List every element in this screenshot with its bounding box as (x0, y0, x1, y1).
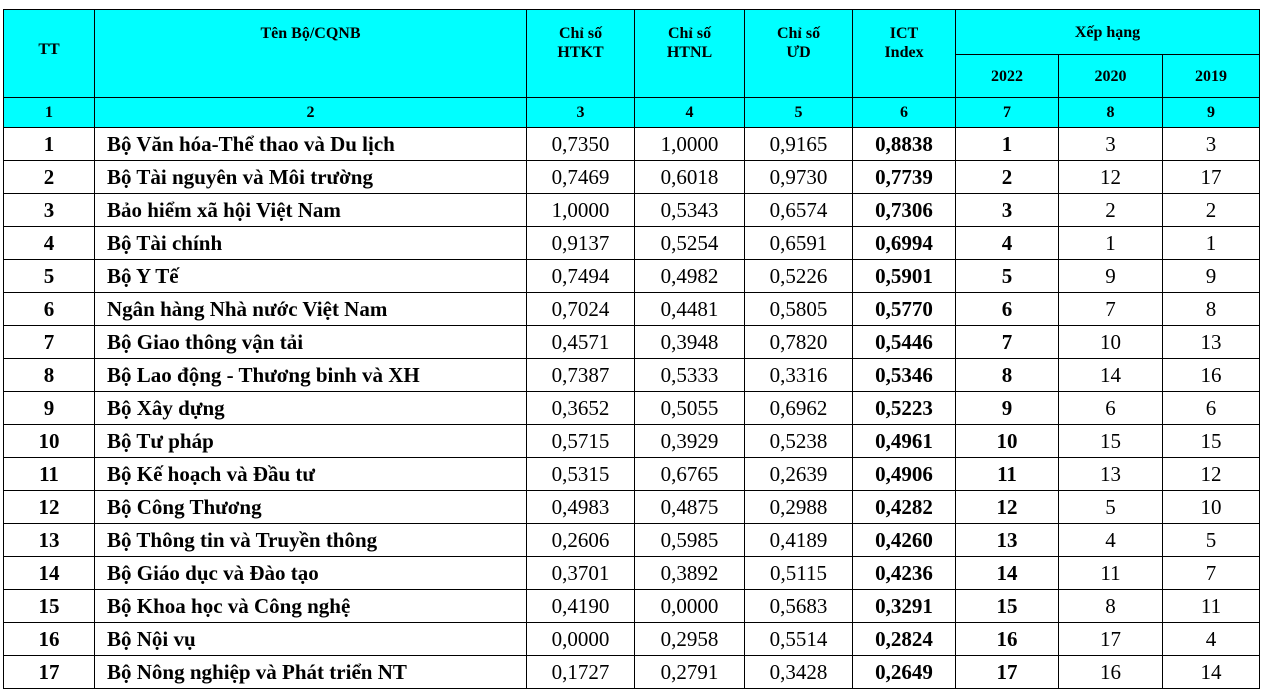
cell-htkt: 0,7469 (527, 161, 635, 194)
cell-name: Bộ Xây dựng (95, 392, 527, 425)
table-row (4, 590, 1260, 623)
cell-rank-2019: 3 (1163, 128, 1260, 161)
cell-name: Bộ Thông tin và Truyền thông (95, 524, 527, 557)
cell-ict: 0,7739 (853, 161, 956, 194)
column-number: 8 (1059, 98, 1163, 128)
cell-tt: 4 (4, 227, 95, 260)
cell-tt: 16 (4, 623, 95, 656)
column-number: 4 (635, 98, 745, 128)
cell-name: Bộ Lao động - Thương binh và XH (95, 359, 527, 392)
cell-rank-2020: 3 (1059, 128, 1163, 161)
header-tt: TT (4, 10, 95, 98)
cell-htkt: 0,1727 (527, 656, 635, 689)
table-row (4, 458, 1260, 491)
cell-htnl: 0,4875 (635, 491, 745, 524)
header-htkt (527, 10, 635, 98)
cell-rank-2020: 13 (1059, 458, 1163, 491)
header-htkt-line1: Chỉ số (558, 25, 603, 42)
cell-htkt: 0,7350 (527, 128, 635, 161)
cell-rank-2020: 7 (1059, 293, 1163, 326)
cell-rank-2019: 4 (1163, 623, 1260, 656)
cell-ict: 0,2824 (853, 623, 956, 656)
cell-rank-2022: 6 (956, 293, 1059, 326)
cell-ict: 0,3291 (853, 590, 956, 623)
cell-name: Bộ Giao thông vận tải (95, 326, 527, 359)
cell-rank-2020: 11 (1059, 557, 1163, 590)
cell-htnl: 0,5343 (635, 194, 745, 227)
cell-rank-2020: 2 (1059, 194, 1163, 227)
header-year-2020: 2020 (1059, 55, 1163, 98)
cell-htkt: 0,3701 (527, 557, 635, 590)
cell-htnl: 0,3929 (635, 425, 745, 458)
cell-ud: 0,5683 (745, 590, 853, 623)
cell-rank-2022: 5 (956, 260, 1059, 293)
cell-rank-2019: 15 (1163, 425, 1260, 458)
header-htnl (635, 10, 745, 98)
table-row (4, 293, 1260, 326)
cell-htnl: 0,6018 (635, 161, 745, 194)
cell-ict: 0,5446 (853, 326, 956, 359)
cell-htkt: 0,7494 (527, 260, 635, 293)
cell-ict: 0,2649 (853, 656, 956, 689)
column-number: 2 (95, 98, 527, 128)
cell-rank-2020: 17 (1059, 623, 1163, 656)
cell-name: Bộ Nội vụ (95, 623, 527, 656)
cell-tt: 8 (4, 359, 95, 392)
cell-ict: 0,4906 (853, 458, 956, 491)
cell-ud: 0,9730 (745, 161, 853, 194)
cell-name: Bảo hiểm xã hội Việt Nam (95, 194, 527, 227)
cell-htnl: 0,4982 (635, 260, 745, 293)
cell-htkt: 0,0000 (527, 623, 635, 656)
cell-rank-2019: 11 (1163, 590, 1260, 623)
table-row (4, 128, 1260, 161)
cell-rank-2019: 10 (1163, 491, 1260, 524)
cell-rank-2020: 16 (1059, 656, 1163, 689)
table-row (4, 161, 1260, 194)
cell-htnl: 0,4481 (635, 293, 745, 326)
cell-htkt: 0,4983 (527, 491, 635, 524)
header-year-2019: 2019 (1163, 55, 1260, 98)
table-row (4, 194, 1260, 227)
table-row (4, 524, 1260, 557)
header-htkt-line2: HTKT (557, 44, 604, 61)
cell-name: Bộ Tư pháp (95, 425, 527, 458)
cell-name: Ngân hàng Nhà nước Việt Nam (95, 293, 527, 326)
cell-htkt: 0,7024 (527, 293, 635, 326)
cell-rank-2022: 3 (956, 194, 1059, 227)
table-row (4, 425, 1260, 458)
cell-tt: 17 (4, 656, 95, 689)
cell-rank-2019: 17 (1163, 161, 1260, 194)
cell-rank-2020: 10 (1059, 326, 1163, 359)
header-ud-line1: Chỉ số (776, 25, 821, 42)
cell-name: Bộ Công Thương (95, 491, 527, 524)
cell-htkt: 1,0000 (527, 194, 635, 227)
header-ict-index (853, 10, 956, 98)
table-row (4, 227, 1260, 260)
cell-tt: 5 (4, 260, 95, 293)
cell-htkt: 0,9137 (527, 227, 635, 260)
cell-rank-2022: 13 (956, 524, 1059, 557)
header-rank: Xếp hạng (956, 10, 1260, 55)
cell-ict: 0,8838 (853, 128, 956, 161)
cell-rank-2020: 15 (1059, 425, 1163, 458)
cell-rank-2020: 4 (1059, 524, 1163, 557)
table-body (4, 128, 1260, 689)
cell-rank-2020: 9 (1059, 260, 1163, 293)
cell-htkt: 0,7387 (527, 359, 635, 392)
cell-rank-2022: 1 (956, 128, 1059, 161)
cell-rank-2022: 17 (956, 656, 1059, 689)
cell-htkt: 0,4571 (527, 326, 635, 359)
cell-htnl: 0,5333 (635, 359, 745, 392)
cell-rank-2022: 10 (956, 425, 1059, 458)
cell-tt: 11 (4, 458, 95, 491)
cell-htnl: 0,6765 (635, 458, 745, 491)
cell-ict: 0,6994 (853, 227, 956, 260)
cell-rank-2022: 11 (956, 458, 1059, 491)
cell-ud: 0,4189 (745, 524, 853, 557)
cell-rank-2019: 14 (1163, 656, 1260, 689)
cell-tt: 13 (4, 524, 95, 557)
header-year-2022: 2022 (956, 55, 1059, 98)
cell-htkt: 0,3652 (527, 392, 635, 425)
cell-htnl: 0,2958 (635, 623, 745, 656)
cell-rank-2020: 8 (1059, 590, 1163, 623)
cell-ict: 0,5901 (853, 260, 956, 293)
cell-ud: 0,5226 (745, 260, 853, 293)
column-number: 7 (956, 98, 1059, 128)
header-ict-line2: Index (884, 44, 924, 61)
cell-rank-2019: 9 (1163, 260, 1260, 293)
cell-ud: 0,6962 (745, 392, 853, 425)
column-number: 6 (853, 98, 956, 128)
cell-name: Bộ Y Tế (95, 260, 527, 293)
cell-name: Bộ Văn hóa-Thể thao và Du lịch (95, 128, 527, 161)
cell-htnl: 0,5254 (635, 227, 745, 260)
cell-tt: 2 (4, 161, 95, 194)
cell-rank-2020: 6 (1059, 392, 1163, 425)
cell-tt: 7 (4, 326, 95, 359)
table-row (4, 557, 1260, 590)
cell-ud: 0,6574 (745, 194, 853, 227)
cell-ict: 0,7306 (853, 194, 956, 227)
ict-index-ranking-table (3, 9, 1260, 689)
cell-htnl: 0,5985 (635, 524, 745, 557)
header-htnl-line1: Chỉ số (667, 25, 712, 42)
cell-tt: 14 (4, 557, 95, 590)
cell-ict: 0,4260 (853, 524, 956, 557)
cell-tt: 1 (4, 128, 95, 161)
cell-name: Bộ Giáo dục và Đào tạo (95, 557, 527, 590)
cell-rank-2022: 4 (956, 227, 1059, 260)
cell-rank-2019: 5 (1163, 524, 1260, 557)
table-row (4, 392, 1260, 425)
cell-rank-2022: 2 (956, 161, 1059, 194)
column-number: 3 (527, 98, 635, 128)
cell-rank-2022: 15 (956, 590, 1059, 623)
cell-htnl: 1,0000 (635, 128, 745, 161)
header-ict-line1: ICT (889, 25, 919, 42)
ranking-table-container (3, 9, 1260, 689)
cell-tt: 9 (4, 392, 95, 425)
table-row (4, 326, 1260, 359)
column-number: 1 (4, 98, 95, 128)
cell-htnl: 0,2791 (635, 656, 745, 689)
cell-rank-2022: 12 (956, 491, 1059, 524)
cell-name: Bộ Kế hoạch và Đầu tư (95, 458, 527, 491)
cell-rank-2022: 14 (956, 557, 1059, 590)
table-row (4, 623, 1260, 656)
cell-rank-2020: 1 (1059, 227, 1163, 260)
column-number: 5 (745, 98, 853, 128)
cell-name: Bộ Tài nguyên và Môi trường (95, 161, 527, 194)
cell-tt: 10 (4, 425, 95, 458)
cell-tt: 3 (4, 194, 95, 227)
header-ud (745, 10, 853, 98)
cell-ud: 0,5115 (745, 557, 853, 590)
cell-ict: 0,4236 (853, 557, 956, 590)
header-ud-line2: ƯD (786, 44, 811, 61)
cell-htkt: 0,4190 (527, 590, 635, 623)
cell-ud: 0,2639 (745, 458, 853, 491)
cell-tt: 12 (4, 491, 95, 524)
cell-ud: 0,5805 (745, 293, 853, 326)
table-row (4, 656, 1260, 689)
table-header (4, 10, 1260, 128)
table-row (4, 359, 1260, 392)
cell-ud: 0,5514 (745, 623, 853, 656)
cell-ict: 0,5223 (853, 392, 956, 425)
cell-htnl: 0,3892 (635, 557, 745, 590)
cell-rank-2019: 7 (1163, 557, 1260, 590)
cell-htkt: 0,5315 (527, 458, 635, 491)
cell-ict: 0,5770 (853, 293, 956, 326)
cell-name: Bộ Nông nghiệp và Phát triển NT (95, 656, 527, 689)
cell-rank-2019: 6 (1163, 392, 1260, 425)
cell-rank-2022: 9 (956, 392, 1059, 425)
cell-rank-2022: 8 (956, 359, 1059, 392)
header-htnl-line2: HTNL (666, 44, 713, 61)
cell-rank-2022: 7 (956, 326, 1059, 359)
cell-rank-2019: 2 (1163, 194, 1260, 227)
column-number: 9 (1163, 98, 1260, 128)
cell-ud: 0,6591 (745, 227, 853, 260)
cell-rank-2020: 14 (1059, 359, 1163, 392)
cell-rank-2020: 12 (1059, 161, 1163, 194)
table-row (4, 260, 1260, 293)
cell-htnl: 0,5055 (635, 392, 745, 425)
cell-ict: 0,4282 (853, 491, 956, 524)
column-number-row (4, 98, 1260, 128)
cell-rank-2019: 12 (1163, 458, 1260, 491)
cell-rank-2019: 13 (1163, 326, 1260, 359)
cell-rank-2019: 8 (1163, 293, 1260, 326)
cell-htkt: 0,2606 (527, 524, 635, 557)
cell-ud: 0,3428 (745, 656, 853, 689)
cell-ud: 0,9165 (745, 128, 853, 161)
cell-name: Bộ Khoa học và Công nghệ (95, 590, 527, 623)
table-row (4, 491, 1260, 524)
cell-ict: 0,4961 (853, 425, 956, 458)
cell-tt: 6 (4, 293, 95, 326)
cell-ud: 0,2988 (745, 491, 853, 524)
header-name: Tên Bộ/CQNB (95, 10, 527, 98)
cell-tt: 15 (4, 590, 95, 623)
cell-rank-2019: 1 (1163, 227, 1260, 260)
cell-rank-2019: 16 (1163, 359, 1260, 392)
cell-ict: 0,5346 (853, 359, 956, 392)
cell-htnl: 0,0000 (635, 590, 745, 623)
cell-rank-2022: 16 (956, 623, 1059, 656)
cell-rank-2020: 5 (1059, 491, 1163, 524)
cell-ud: 0,5238 (745, 425, 853, 458)
cell-name: Bộ Tài chính (95, 227, 527, 260)
cell-ud: 0,3316 (745, 359, 853, 392)
cell-htnl: 0,3948 (635, 326, 745, 359)
cell-ud: 0,7820 (745, 326, 853, 359)
cell-htkt: 0,5715 (527, 425, 635, 458)
